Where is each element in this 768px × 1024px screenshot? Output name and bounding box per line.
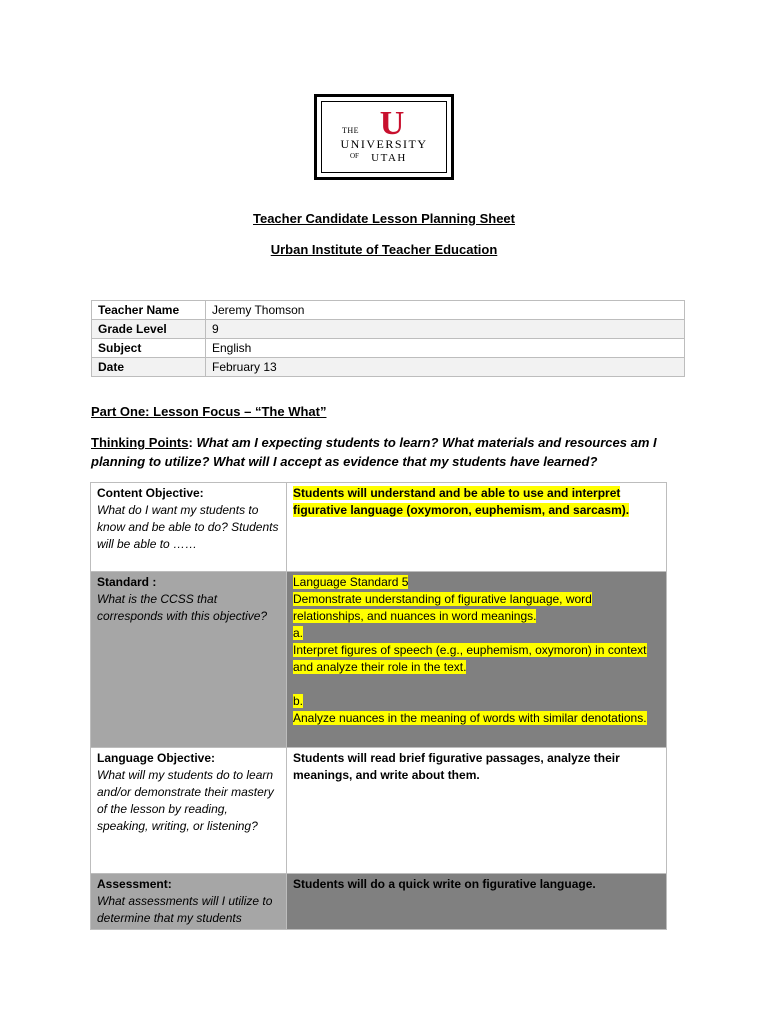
assessment-answer-cell	[287, 874, 667, 930]
assessment-cell	[91, 874, 287, 930]
standard-heading: Standard :	[97, 575, 157, 589]
logo-inner-border	[321, 101, 447, 173]
assessment-heading: Assessment:	[97, 877, 172, 891]
table-row-language-objective	[91, 748, 667, 874]
info-value: Jeremy Thomson	[206, 301, 685, 320]
page-title: Teacher Candidate Lesson Planning Sheet	[253, 211, 515, 226]
info-label: Date	[92, 358, 206, 377]
table-row	[92, 301, 685, 320]
info-value: February 13	[206, 358, 685, 377]
standard-line: a.	[293, 626, 304, 640]
table-row-content-objective	[91, 483, 667, 572]
assessment-answer: Students will do a quick write on figurative language.	[293, 877, 596, 891]
table-row-standard	[91, 572, 667, 748]
logo-the: THE	[342, 126, 360, 135]
teacher-info-table	[91, 300, 685, 377]
standard-line: Analyze nuances in the meaning of words with similar denotations.	[293, 711, 647, 725]
standard-cell	[91, 572, 287, 748]
table-row	[92, 339, 685, 358]
logo-university: UNIVERSITY	[340, 137, 428, 151]
info-value: 9	[206, 320, 685, 339]
language-objective-heading: Language Objective:	[97, 751, 216, 765]
thinking-points	[91, 433, 681, 471]
thinking-question-1: What am I expecting students to learn? What materials and resources am I planning to utilize?	[91, 435, 657, 469]
info-value: English	[206, 339, 685, 358]
thinking-points-lead: Thinking Points	[91, 435, 189, 450]
content-objective-answer: Students will understand and be able to use and interpret figurative language (oxymoron, euphemism, and sarcasm).	[293, 486, 630, 517]
standard-line: Demonstrate understanding of figurative language, word relationships, and nuances in word meanings.	[293, 592, 592, 623]
content-objective-heading: Content Objective:	[97, 486, 204, 500]
language-objective-cell	[91, 748, 287, 874]
university-of-utah-logo	[314, 94, 454, 180]
objectives-table	[90, 482, 667, 930]
language-objective-answer: Students will read brief figurative passages, analyze their meanings, and write about them.	[293, 751, 620, 782]
content-objective-prompt: What do I want my students to know and be able to do? Students will be able to ……	[97, 503, 279, 551]
info-label: Teacher Name	[92, 301, 206, 320]
standard-line: Interpret figures of speech (e.g., euphemism, oxymoron) in context and analyze their role in the text.	[293, 643, 647, 674]
language-objective-answer-cell	[287, 748, 667, 874]
table-row	[92, 358, 685, 377]
logo-of: OF	[350, 152, 359, 160]
thinking-colon: :	[188, 435, 197, 450]
content-objective-cell	[91, 483, 287, 572]
language-objective-prompt: What will my students do to learn and/or demonstrate their mastery of the lesson by reading, speaking, writing, or listening?	[97, 768, 274, 833]
standard-prompt: What is the CCSS that corresponds with this objective?	[97, 592, 268, 623]
table-row	[92, 320, 685, 339]
section-heading-part-one: Part One: Lesson Focus – “The What”	[91, 404, 327, 419]
standard-line: Language Standard 5	[293, 575, 409, 589]
thinking-question-2: What will I accept as evidence that my students have learned?	[209, 454, 598, 469]
content-objective-answer-cell	[287, 483, 667, 572]
standard-answer-cell	[287, 572, 667, 748]
page-subtitle: Urban Institute of Teacher Education	[270, 242, 498, 257]
utah-u-icon: U	[379, 105, 405, 142]
assessment-prompt: What assessments will I utilize to determine that my students	[97, 894, 273, 925]
info-label: Grade Level	[92, 320, 206, 339]
logo-utah: UTAH	[371, 152, 407, 164]
table-row-assessment	[91, 874, 667, 930]
standard-line: b.	[293, 694, 304, 708]
info-label: Subject	[92, 339, 206, 358]
